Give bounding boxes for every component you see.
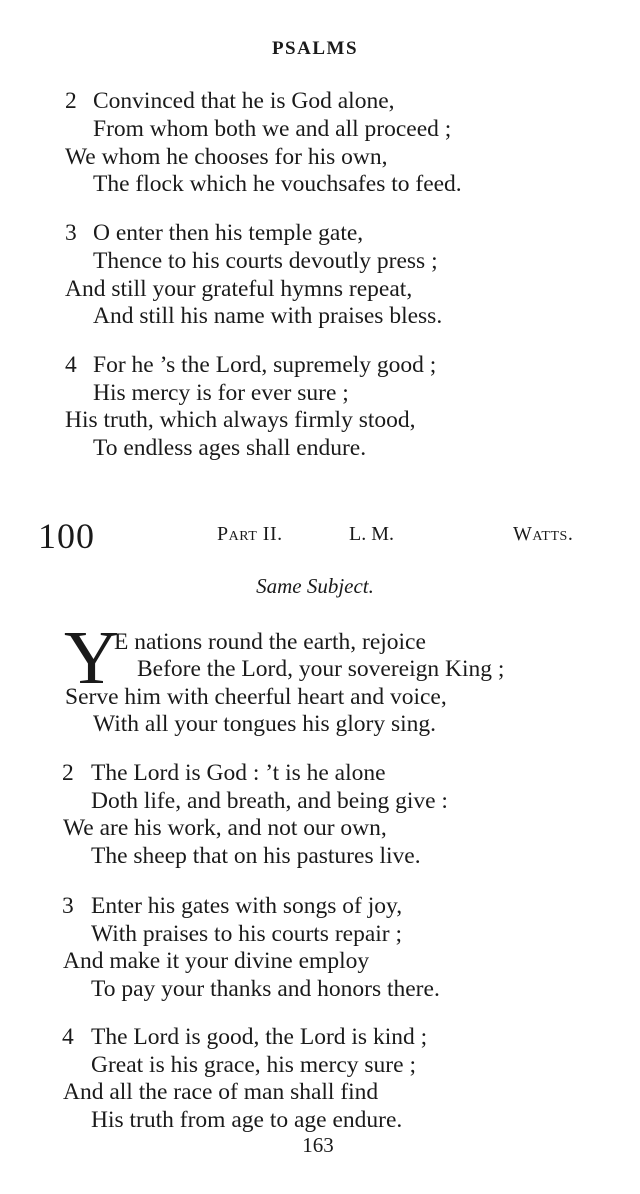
verse-line: With praises to his courts repair ;	[91, 921, 403, 947]
verse-line: And make it your divine employ	[63, 948, 370, 974]
verse-line: The sheep that on his pastures live.	[91, 843, 421, 869]
hymn-number: 100	[38, 516, 95, 556]
verse-line: We are his work, and not our own,	[63, 815, 387, 841]
stanza-number: 4	[65, 352, 77, 378]
stanza-number: 4	[62, 1024, 74, 1050]
verse-line: For he ’s the Lord, supremely good ;	[93, 352, 437, 378]
verse-line: Enter his gates with songs of joy,	[91, 893, 403, 919]
verse-line: Before the Lord, your sovereign King ;	[137, 656, 505, 682]
verse-line: Great is his grace, his mercy sure ;	[91, 1052, 416, 1078]
stanza-number: 2	[62, 760, 74, 786]
hymn-subject: Same Subject.	[256, 574, 374, 598]
page-number: 163	[302, 1133, 334, 1157]
verse-line: The Lord is God : ’t is he alone	[91, 760, 386, 786]
stanza-number: 3	[65, 220, 77, 246]
hymn-author: Watts.	[513, 523, 574, 545]
verse-line: We whom he chooses for his own,	[65, 144, 388, 170]
verse-line: Convinced that he is God alone,	[93, 88, 395, 114]
verse-line: Thence to his courts devoutly press ;	[93, 248, 438, 274]
verse-line: And still your grateful hymns repeat,	[65, 276, 413, 302]
hymn-part: Part II.	[217, 523, 283, 545]
verse-line: His mercy is for ever sure ;	[93, 380, 349, 406]
verse-line: His truth from age to age endure.	[91, 1107, 403, 1133]
verse-line: And all the race of man shall find	[63, 1079, 379, 1105]
drop-cap: Y	[64, 616, 119, 700]
verse-line: To endless ages shall endure.	[93, 435, 367, 461]
stanza-number: 3	[62, 893, 74, 919]
running-head: PSALMS	[271, 38, 359, 59]
verse-line: Doth life, and breath, and being give :	[91, 788, 448, 814]
verse-line: O enter then his temple gate,	[93, 220, 364, 246]
verse-line: To pay your thanks and honors there.	[91, 976, 440, 1002]
stanza-number: 2	[65, 88, 77, 114]
verse-line: The Lord is good, the Lord is kind ;	[91, 1024, 428, 1050]
verse-line: From whom both we and all proceed ;	[93, 116, 452, 142]
verse-line: The flock which he vouchsafes to feed.	[93, 171, 462, 197]
verse-line: His truth, which always firmly stood,	[65, 407, 416, 433]
verse-line: And still his name with praises bless.	[93, 303, 443, 329]
verse-line: Serve him with cheerful heart and voice,	[65, 684, 447, 710]
verse-line: With all your tongues his glory sing.	[93, 711, 437, 737]
hymn-meter: L. M.	[349, 523, 394, 545]
verse-line: E nations round the earth, rejoice	[114, 629, 426, 655]
